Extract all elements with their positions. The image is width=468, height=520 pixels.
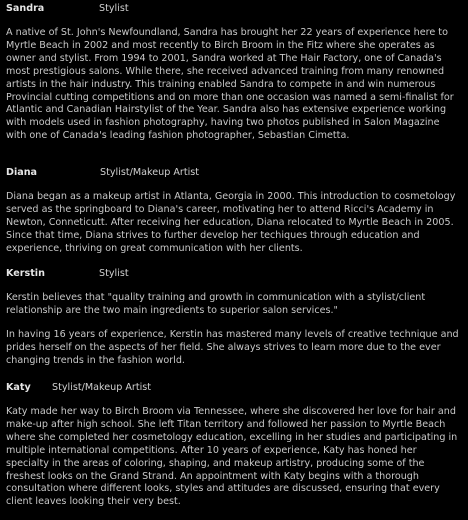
staff-role: Stylist [99, 3, 129, 14]
staff-bio-paragraph: In having 16 years of experience, Kerstin has mastered many levels of creative technique and prides herself on the aspects of her field. She always strives to learn more due to the ever changing trends in the fashion world. [6, 328, 459, 366]
staff-role: Stylist [99, 268, 129, 279]
staff-header [6, 268, 462, 281]
staff-role: Stylist/Makeup Artist [52, 382, 152, 393]
staff-role: Stylist/Makeup Artist [100, 167, 200, 178]
staff-name: Diana [6, 167, 38, 178]
staff-name: Katy [6, 382, 31, 393]
staff-name: Sandra [6, 3, 45, 14]
staff-header [6, 382, 462, 395]
staff-header [6, 167, 462, 180]
staff-bio-sandra [6, 3, 462, 143]
staff-bio-paragraph: Katy made her way to Birch Broom via Tennessee, where she discovered her love for hair and make-up after high school. She left Titan territory and followed her passion to Myrtle Beach where she completed her cosmetology education, excelling in her studies and participating in multiple international competitions. After 10 years of experience, Katy has honed her specialty in the areas of coloring, shaping, and makeup artistry, producing some of the freshest looks on the Grand Strand. An appointment with Katy begins with a thorough consultation where different looks, styles and attitudes are discussed, ensuring that every client leaves looking their very best. [6, 406, 458, 508]
staff-bio-kerstin [6, 268, 462, 368]
staff-bio-diana [6, 167, 462, 256]
staff-bio-paragraph: A native of St. John's Newfoundland, Sandra has brought her 22 years of experience here to Myrtle Beach in 2002 and most recently to Birch Broom in the Fitz where she operates as owner and stylist. From 1994 to 2001, Sandra worked at The Hair Factory, one of Canada's most prestigious salons. While there, she received advanced training from many renowned artists in the hair industry. This training enabled Sandra to compete in and win numerous Provincial cutting competitions and on more than one occasion was named a semi-finalist for Atlantic and Canadian Hairstylist of the Year. Sandra also has extensive experience working with models used in fashion photography, having two photos published in Salon Magazine with one of Canada's leading fashion photographer, Sebastian Cimetta. [6, 27, 454, 142]
staff-bio-katy [6, 382, 462, 509]
staff-bio-paragraph: Kerstin believes that "quality training and growth in communication with a stylist/client relationship are the two main ingredients to superior salon services." [6, 292, 426, 316]
staff-header [6, 3, 462, 16]
staff-name: Kerstin [6, 268, 45, 279]
staff-bio-paragraph: Diana began as a makeup artist in Atlanta, Georgia in 2000. This introduction to cosmetology served as the springboard to Diana's career, motivating her to attend Ricci's Academy in Newton, Conneticutt. After receiving her education, Diana relocated to Myrtle Beach in 2005. Since that time, Diana strives to further develop her techiques through education and experience, thriving on great communication with her clients. [6, 191, 456, 254]
